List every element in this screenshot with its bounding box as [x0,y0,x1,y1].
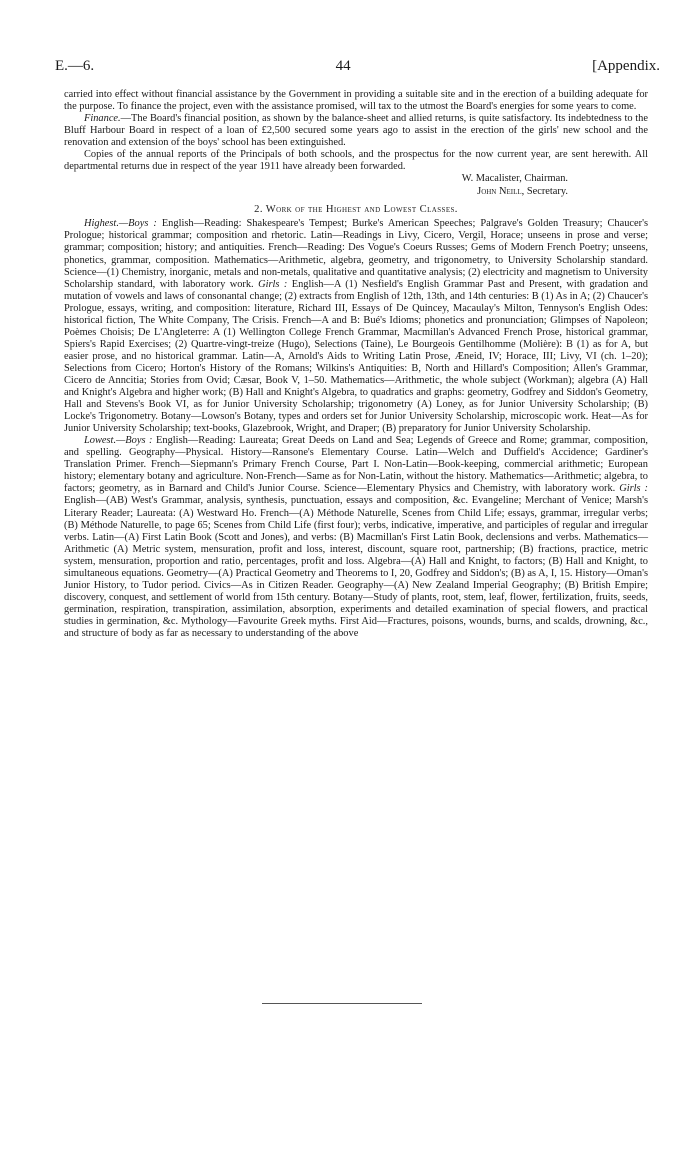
finance-paragraph [64,113,648,149]
finance-text: —The Board's financial position, as shown by the balance-sheet and allied returns, is quite satisfactory. Its indebtedness to the Bluff Harbour Board in respect of a loan of £2,500 secured some years ago to assist in the erection of the girls' new school and the renovation and extension of the boys' school has been extinguished. [64,113,648,149]
signature-title: , Chairman. [519,173,568,185]
signature-chairman [64,173,568,186]
signature-name: W. Macalister [461,173,520,185]
header-right: [Appendix. [592,58,660,74]
header-left: E.—6. [55,58,95,74]
lowest-girls-label: Girls : [619,483,648,495]
signature-block [64,173,648,198]
lowest-label: Lowest.—Boys : [84,435,153,447]
highest-label: Highest.—Boys : [84,218,157,230]
lowest-classes-paragraph [64,435,648,640]
highest-classes-paragraph [64,218,648,435]
section-heading: 2. Work of the Highest and Lowest Classes. [254,204,458,216]
highest-girls-label: Girls : [258,278,288,290]
signature-title: , Secretary. [521,185,568,197]
highest-boys-text: English—Reading: Shakespeare's Tempest; Burke's American Speeches; Palgrave's Golden Treasury; Chaucer's Prologue; historical grammar; composition and rhetoric. Latin—Readings in Livy, Cicero, Vergil, Horace; unseens in prose and verse; grammar; composition; history; and antiquities. French—Reading: Des Vogue's Coeurs Russes; Gems of Modern French Poetry; unseens, phonetics, grammar, composition. Mathematics—Arithmetic, algebra, geometry, and trigonometry, to University Scholarship standard. Science—(1) Chemistry, inorganic, metals and non-metals, qualitative and quantitative analysis; (2) electricity and magnetism to University Scholarship standard, with laboratory work. [64,218,648,290]
lowest-girls-text: English—(AB) West's Grammar, analysis, synthesis, punctuation, essays and composition, &c. Evangeline; Merchant of Venice; Marsh's Literary Reader; Laureata: (A) Westward Ho. French—(A) Méthode Naturelle, Scenes from Child Life; essays, grammar, irregular verbs; (B) Méthode Naturelle, to page 65; Scenes from Child Life (first four); verbs, indicative, imperative, and participles of regular and irregular verbs. Latin—(A) First Latin Book (Scott and Jones), and verbs: (B) Macmillan's First Latin Book, declensions and verbs. Mathematics—Arithmetic (A) Metric system, mensuration, profit and loss, interest, discount, square root, partnership; (B) fractions, practice, metric system, mensuration, proportion and ratio, percentages, profit and loss. Algebra—(A) Hall and Knight, to factors; (B) Hall and Knight, to simultaneous equations. Geometry—(A) Practical Geometry and Theorems to I, 20, Godfrey and Siddon's; (B) as A, I, 15. History—Oman's Junior History, to Tudor period. Civics—As in Citizen Reader. Geography—(A) New Zealand Imperial Geography; (B) British Empire; discovery, conquest, and settlement of world from 15th century. Botany—Study of plants, root, stem, leaf, flower, fertilization, fruits, seeds, germination, respiration, transpiration, assimilation, absorption, experiments and detailed examination of special flowers, and practical studies in germination, &c. Mythology—Favourite Greek myths. First Aid—Fractures, poisons, wounds, burns, and scalds, drowning, &c., and structure of body as far as necessary to understanding of the above [64,495,648,639]
end-rule [262,1003,422,1004]
reports-paragraph: Copies of the annual reports of the Principals of both schools, and the prospectus for the now current year, are sent herewith. All departmental returns due in respect of the year 1911 have already been forwarded. [64,149,648,173]
highest-girls-text: English—A (1) Nesfield's English Grammar Past and Present, with gradation and mutation of vowels and laws of consonantal change; (2) extracts from English of 12th, 13th, and 14th centuries: B (1) As in A; (2) Chaucer's Prologue, essays, writing, and composition: literature, Richard III, Essays of De Quincey, Macaulay's Milton, Tennyson's English Odes: historical fiction, The White Company, The Crisis. French—A and B: Bué's Idioms; phonetics and pronunciation; Glimpses of Napoleon; Poèmes Choisis; De L'Angleterre: A (1) Wellington College French Grammar, Macmillan's Advanced French Prose, historical grammar, Spiers's Rapid Exercises; (2) Quartre-vingt-treize (Hugo), Selections (Taine), Le Bourgeois Gentilhomme (Molière): B (1) as for A, but easier prose, and no historical grammar. Latin—A, Arnold's Aids to Writing Latin Prose, Æneid, IV; Horace, III; Livy, VI (ch. 1–20); Selections from Cicero; Horton's History of the Romans; Wilkins's Antiquities: B, North and Hillard's Composition; Allen's Grammar, Cicero de Anncitia; Stories from Ovid; Cæsar, Book V, 1–50. Mathematics—Arithmetic, the whole subject (Workman); algebra (A) Hall and Knight's Algebra and higher work; (B) Hall and Knight's Algebra, to quadratics and graphs: geometry, Godfrey and Siddon's Geometry, Hall and Stevens's Book VI, as for Junior University Scholarship; trigonometry (A) Loney, as for Junior University Scholarship; (B) Locke's Trigonometry. Botany—Lowson's Botany, types and orders set for Junior University Scholarship, microscopic work. Heat—As for Junior University Scholarship; text-books, Glazebrook, Wright, and Draper; (B) preparatory for Junior University Scholarship. [64,278,648,435]
finance-label: Finance. [84,113,121,125]
page-number: 44 [335,58,351,74]
page-header [55,58,660,82]
document-body [64,89,648,640]
intro-paragraph: carried into effect without financial assistance by the Government in providing a suitable site and in the erection of a building adequate for the purpose. To finance the project, even with the assistance promised, will tax to the utmost the Board's energies for some years to come. [64,89,648,113]
signature-name: John Neill [477,185,522,197]
signature-secretary [64,186,568,199]
lowest-boys-text: English—Reading: Laureata; Great Deeds on Land and Sea; Legends of Greece and Rome; grammar, composition, and spelling. Geography—Physical. History—Ransone's Elementary Course. Latin—Welch and Duffield's Accidence; Gardiner's Translation Primer. French—Siepmann's Primary French Course, Part I. Non-Latin—Book-keeping, commercial arithmetic; European history; elementary botany and agriculture. Non-French—Same as for Non-Latin, without the history. Mathematics—Arithmetic; algebra, to factors; geometry, as in Barnard and Child's Junior Course. Science—Elementary Physics and Chemistry, with laboratory work. [64,435,648,495]
